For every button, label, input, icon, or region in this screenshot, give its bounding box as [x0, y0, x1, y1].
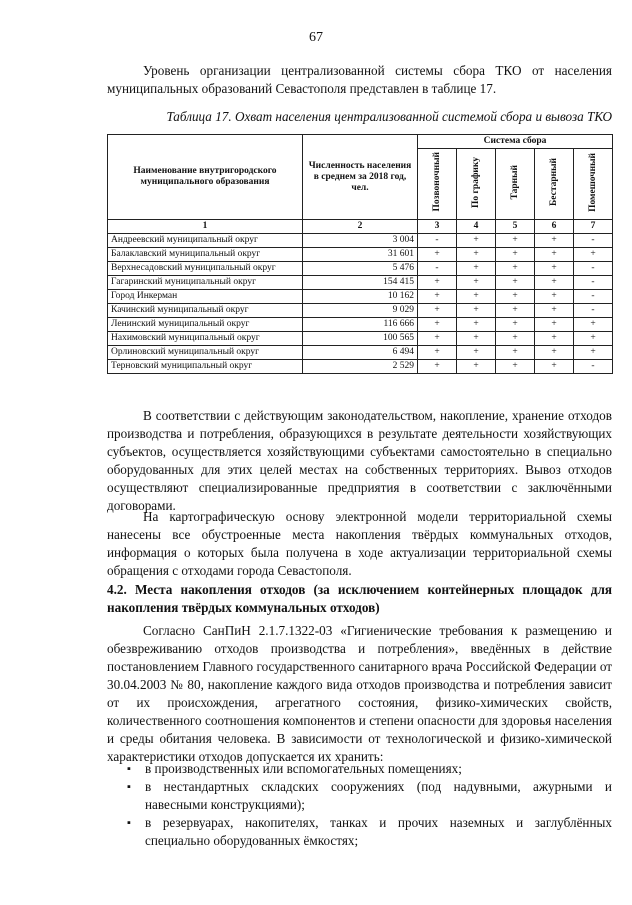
cell-population: 6 494	[303, 346, 418, 360]
cell-system-mark: +	[496, 276, 535, 290]
cell-system-mark: +	[457, 318, 496, 332]
column-number-row	[108, 220, 613, 234]
cell-population: 3 004	[303, 234, 418, 248]
cell-population: 31 601	[303, 248, 418, 262]
cell-system-mark: +	[496, 346, 535, 360]
cell-system-mark: +	[418, 360, 457, 374]
header-population: Численность населения в среднем за 2018 год, чел.	[303, 135, 418, 220]
cell-population: 154 415	[303, 276, 418, 290]
table-row	[108, 318, 613, 332]
cell-system-mark: +	[496, 318, 535, 332]
cell-system-mark: +	[574, 248, 613, 262]
cell-system-mark: +	[457, 332, 496, 346]
table-row	[108, 248, 613, 262]
cell-system-mark: +	[535, 360, 574, 374]
cell-system-mark: +	[535, 248, 574, 262]
column-number: 6	[535, 220, 574, 234]
cell-district-name: Терновский муниципальный округ	[108, 360, 303, 374]
header-system: Позвоночный	[418, 149, 457, 220]
header-system: Помешочный	[574, 149, 613, 220]
cell-system-mark: -	[574, 276, 613, 290]
cell-system-mark: +	[535, 276, 574, 290]
cell-system-mark: +	[496, 248, 535, 262]
header-system: Бестарный	[535, 149, 574, 220]
cell-population: 9 029	[303, 304, 418, 318]
header-system: Тарный	[496, 149, 535, 220]
table-body	[108, 234, 613, 374]
cell-district-name: Город Инкерман	[108, 290, 303, 304]
cell-system-mark: +	[457, 276, 496, 290]
header-system-group: Система сбора	[418, 135, 613, 149]
cell-system-mark: -	[574, 360, 613, 374]
cell-system-mark: +	[457, 346, 496, 360]
list-item: ▪ в нестандартных складских сооружениях (под надувными, ажурными и навесными конструкциями);	[107, 778, 612, 814]
cell-district-name: Орлиновский муниципальный округ	[108, 346, 303, 360]
cell-system-mark: +	[535, 304, 574, 318]
table-row	[108, 234, 613, 248]
table-row	[108, 262, 613, 276]
cell-district-name: Ленинский муниципальный округ	[108, 318, 303, 332]
cell-system-mark: +	[496, 262, 535, 276]
cell-district-name: Андреевский муниципальный округ	[108, 234, 303, 248]
cell-system-mark: +	[574, 318, 613, 332]
table-row	[108, 304, 613, 318]
storage-options-list	[107, 760, 612, 850]
cell-system-mark: +	[535, 262, 574, 276]
column-number: 7	[574, 220, 613, 234]
cell-system-mark: +	[496, 304, 535, 318]
paragraph-map: На картографическую основу электронной модели территориальной схемы нанесены все обустроенные места накопления твёрдых коммунальных отходов, информация о которых была получена в ходе актуализации территориальной схемы обращения с отходами города Севастополя.	[107, 509, 612, 578]
paragraph-legislation: В соответствии с действующим законодательством, накопление, хранение отходов производства и потребления, образующихся в результате деятельности хозяйствующих субъектов, осуществляется хозяйствующими субъектами самостоятельно в специально оборудованных для этих целей местах на собственных территориях. Вывоз отходов осуществляют специализированные предприятия в соответствии с заключёнными договорами.	[107, 408, 612, 513]
column-number: 2	[303, 220, 418, 234]
table-row	[108, 332, 613, 346]
cell-system-mark: +	[535, 318, 574, 332]
table-row	[108, 346, 613, 360]
cell-system-mark: +	[457, 262, 496, 276]
cell-system-mark: +	[535, 290, 574, 304]
cell-system-mark: -	[574, 304, 613, 318]
table-row	[108, 276, 613, 290]
waste-collection-table	[107, 134, 613, 374]
cell-system-mark: +	[457, 290, 496, 304]
page-number: 67	[309, 30, 323, 45]
cell-system-mark: -	[574, 262, 613, 276]
cell-population: 10 162	[303, 290, 418, 304]
cell-system-mark: +	[496, 332, 535, 346]
column-number: 5	[496, 220, 535, 234]
cell-population: 116 666	[303, 318, 418, 332]
cell-system-mark: +	[457, 360, 496, 374]
cell-district-name: Балаклавский муниципальный округ	[108, 248, 303, 262]
table-caption: Таблица 17. Охват населения централизованной системой сбора и вывоза ТКО	[166, 109, 612, 124]
cell-district-name: Качинский муниципальный округ	[108, 304, 303, 318]
cell-system-mark: +	[496, 234, 535, 248]
list-item: ▪ в резервуарах, накопителях, танках и прочих наземных и заглублённых специально оборудованных ёмкостях;	[107, 814, 612, 850]
cell-system-mark: +	[457, 234, 496, 248]
cell-population: 5 476	[303, 262, 418, 276]
cell-system-mark: +	[418, 346, 457, 360]
cell-system-mark: -	[574, 290, 613, 304]
column-number: 3	[418, 220, 457, 234]
paragraph-sanpin: Согласно СанПиН 2.1.7.1322-03 «Гигиенические требования к размещению и обезвреживанию отходов производства и потребления», введённых в действие постановлением Главного государственного санитарного врача Российской Федерации от 30.04.2003 № 80, накопление каждого вида отходов производства и потребления зависит от их происхождения, агрегатного состояния, физико-химических свойств, количественного соотношения компонентов и степени опасности для здоровья населения и среды обитания человека. В зависимости от технологической и физико-химической характеристики отходов допускается их хранить:	[107, 623, 612, 764]
cell-system-mark: +	[457, 304, 496, 318]
cell-system-mark: +	[574, 332, 613, 346]
cell-system-mark: +	[574, 346, 613, 360]
section-heading: 4.2. Места накопления отходов (за исключением контейнерных площадок для накопления твёрдых коммунальных отходов)	[107, 582, 612, 615]
cell-system-mark: -	[418, 234, 457, 248]
cell-district-name: Гагаринский муниципальный округ	[108, 276, 303, 290]
cell-system-mark: +	[418, 304, 457, 318]
header-system: По графику	[457, 149, 496, 220]
column-number: 4	[457, 220, 496, 234]
table-row	[108, 360, 613, 374]
cell-district-name: Нахимовский муниципальный округ	[108, 332, 303, 346]
cell-system-mark: +	[496, 290, 535, 304]
cell-system-mark: +	[535, 234, 574, 248]
table-row	[108, 290, 613, 304]
cell-system-mark: -	[574, 234, 613, 248]
cell-system-mark: +	[496, 360, 535, 374]
cell-population: 100 565	[303, 332, 418, 346]
cell-system-mark: +	[418, 290, 457, 304]
cell-system-mark: +	[535, 332, 574, 346]
cell-district-name: Верхнесадовский муниципальный округ	[108, 262, 303, 276]
cell-population: 2 529	[303, 360, 418, 374]
cell-system-mark: +	[418, 332, 457, 346]
cell-system-mark: +	[457, 248, 496, 262]
intro-paragraph: Уровень организации централизованной системы сбора ТКО от населения муниципальных образований Севастополя представлен в таблице 17.	[107, 63, 612, 96]
column-number: 1	[108, 220, 303, 234]
cell-system-mark: +	[418, 248, 457, 262]
list-item: ▪ в производственных или вспомогательных помещениях;	[107, 760, 612, 778]
cell-system-mark: +	[418, 276, 457, 290]
cell-system-mark: -	[418, 262, 457, 276]
cell-system-mark: +	[418, 318, 457, 332]
header-name: Наименование внутригородского муниципального образования	[108, 135, 303, 220]
cell-system-mark: +	[535, 346, 574, 360]
